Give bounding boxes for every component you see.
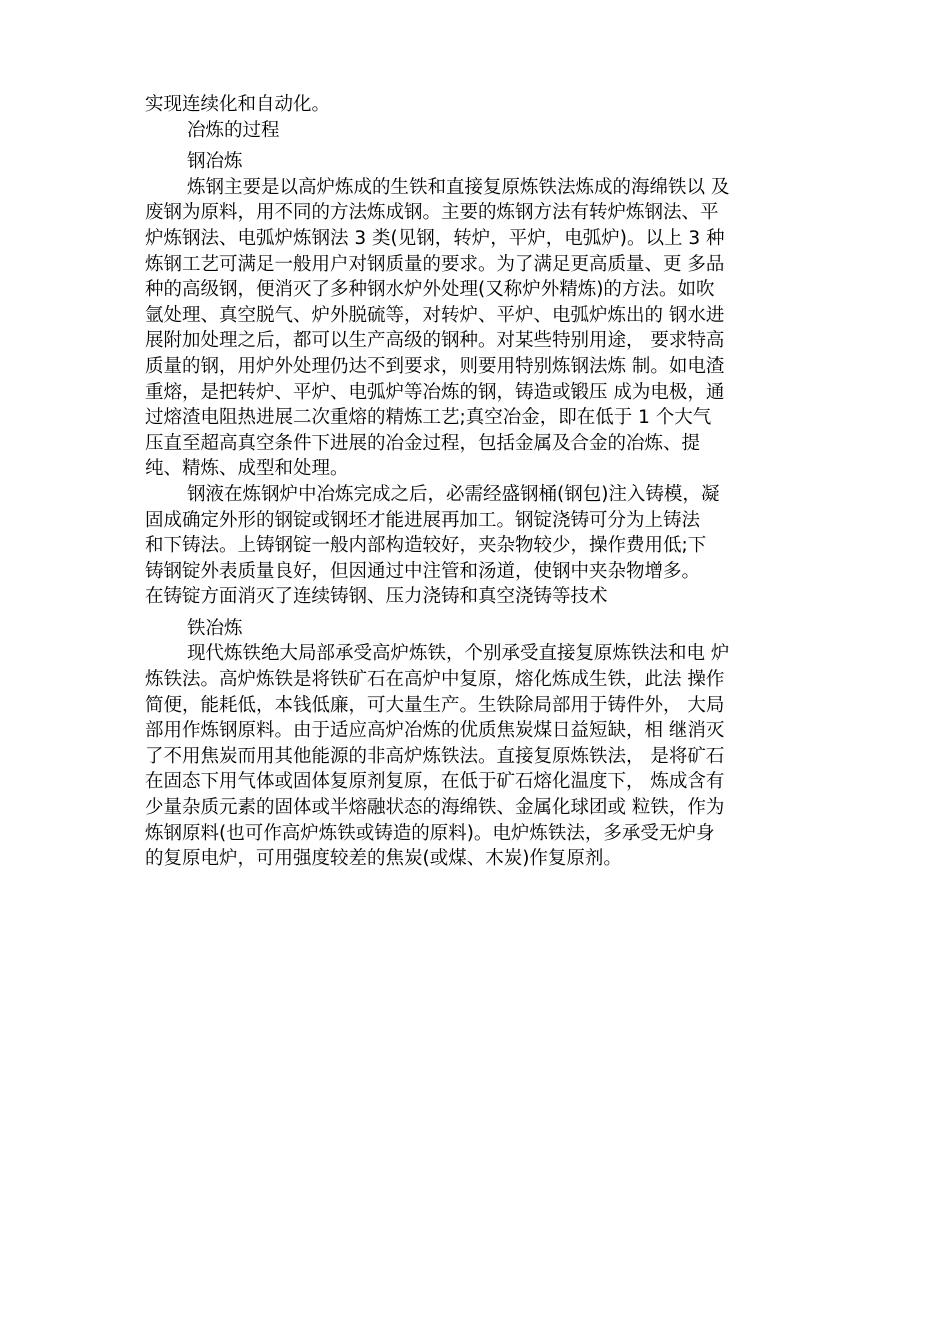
text-line: 了不用焦炭而用其他能源的非高炉炼铁法。直接复原炼铁法， 是将矿石 bbox=[145, 745, 725, 767]
text-line: 纯、精炼、成型和处理。 bbox=[145, 458, 349, 480]
text-line: 铸钢锭外表质量良好，但因通过中注管和汤道，使钢中夹杂物增多。 bbox=[145, 560, 701, 582]
text-line: 压直至超高真空条件下进展的冶金过程，包括金属及合金的冶炼、提 bbox=[145, 432, 701, 454]
text-line: 固成确定外形的钢锭或钢坯才能进展再加工。钢锭浇铸可分为上铸法 bbox=[145, 509, 701, 531]
text-line: 冶炼的过程 bbox=[187, 119, 280, 141]
text-line: 种的高级钢，便消灭了多种钢水炉外处理(又称炉外精炼)的方法。如吹 bbox=[145, 279, 715, 301]
text-line: 在固态下用气体或固体复原剂复原，在低于矿石熔化温度下， 炼成含有 bbox=[145, 771, 725, 793]
text-line: 炼铁法。高炉炼铁是将铁矿石在高炉中复原，熔化炼成生铁，此法 操作 bbox=[145, 669, 725, 691]
text-line: 铁冶炼 bbox=[187, 617, 243, 639]
text-line: 在铸锭方面消灭了连续铸钢、压力浇铸和真空浇铸等技术 bbox=[145, 586, 608, 608]
text-line: 氩处理、真空脱气、炉外脱硫等，对转炉、平炉、电弧炉炼出的 钢水进 bbox=[145, 304, 725, 326]
text-line: 炉炼钢法、电弧炉炼钢法 3 类(见钢，转炉，平炉，电弧炉)。以上 3 种 bbox=[145, 227, 725, 249]
text-line: 钢冶炼 bbox=[187, 151, 243, 173]
text-line: 过熔渣电阻热进展二次重熔的精炼工艺;真空冶金，即在低于 1 个大气 bbox=[145, 407, 712, 429]
text-line: 炼钢工艺可满足一般用户对钢质量的要求。为了满足更高质量、更 多品 bbox=[145, 253, 725, 275]
text-line: 现代炼铁绝大局部承受高炉炼铁，个别承受直接复原炼铁法和电 炉 bbox=[187, 643, 730, 665]
text-line: 和下铸法。上铸钢锭一般内部构造较好，夹杂物较少，操作费用低;下 bbox=[145, 535, 707, 557]
text-line: 部用作炼钢原料。由于适应高炉冶炼的优质焦炭煤日益短缺，相 继消灭 bbox=[145, 720, 725, 742]
text-line: 炼钢原料(也可作高炉炼铁或铸造的原料)。电炉炼铁法，多承受无炉身 bbox=[145, 822, 715, 844]
text-line: 重熔，是把转炉、平炉、电弧炉等冶炼的钢，铸造或锻压 成为电极，通 bbox=[145, 381, 725, 403]
text-line: 炼钢主要是以高炉炼成的生铁和直接复原炼铁法炼成的海绵铁以 及 bbox=[187, 176, 730, 198]
text-line: 少量杂质元素的固体或半熔融状态的海绵铁、金属化球团或 粒铁，作为 bbox=[145, 797, 725, 819]
text-line: 废钢为原料，用不同的方法炼成钢。主要的炼钢方法有转炉炼钢法、平 bbox=[145, 202, 719, 224]
text-line: 质量的钢，用炉外处理仍达不到要求，则要用特别炼钢法炼 制。如电渣 bbox=[145, 355, 725, 377]
text-line: 简便，能耗低，本钱低廉，可大量生产。生铁除局部用于铸件外， 大局 bbox=[145, 694, 725, 716]
text-line: 实现连续化和自动化。 bbox=[145, 94, 331, 115]
document-body bbox=[145, 92, 815, 872]
text-line: 展附加处理之后，都可以生产高级的钢种。对某些特别用途， 要求特高 bbox=[145, 330, 725, 352]
text-line: 钢液在炼钢炉中冶炼完成之后，必需经盛钢桶(钢包)注入铸模，凝 bbox=[187, 483, 720, 505]
text-line: 的复原电炉，可用强度较差的焦炭(或煤、木炭)作复原剂。 bbox=[145, 848, 622, 870]
